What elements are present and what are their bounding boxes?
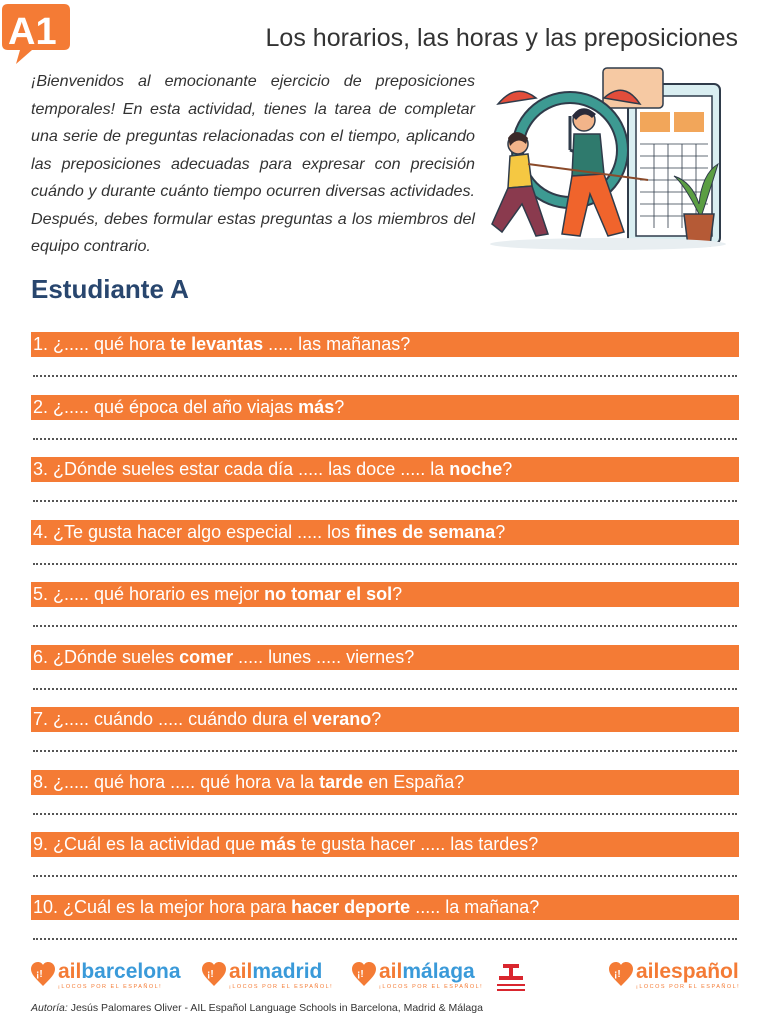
svg-text:¡!: ¡! [614,969,621,980]
question-fragment: 7. ¿..... cuándo ..... cuándo dura el [33,709,313,729]
question-fragment: 8. ¿..... qué hora ..... qué hora va la [33,771,320,792]
question-keyword: comer [179,646,234,667]
logo-ail-madrid [202,960,333,998]
svg-text:A1: A1 [8,11,57,53]
question-fragment: 1. ¿..... qué hora [33,334,171,354]
intro-paragraph: ¡Bienvenidos al emocionante ejercicio de preposiciones temporales! En esta actividad, tienes la tarea de completar una serie de preguntas relacionadas con el tiempo, aplicando las preposiciones adecuadas para expresar con precisión cuándo y durante cuánto tiempo ocurren diversas actividades. Después, debes formular estas preguntas a los miembros del equipo contrario. [31,72,475,255]
svg-text:¡!: ¡! [357,969,364,980]
question-row [31,457,739,520]
question-list [31,332,739,957]
logo-city-text: málaga [402,960,475,983]
answer-line[interactable] [33,682,737,690]
question-fragment: 4. ¿Te gusta hacer algo especial ..... los [33,521,356,542]
ail-heart-icon [609,962,633,988]
logo-ail-text: ail [636,960,660,983]
question-keyword: fines de semana [355,521,496,542]
question-fragment: 9. ¿Cuál es la actividad que [33,834,261,854]
question-fragment: ..... la mañana? [410,896,540,917]
answer-line[interactable] [33,869,737,877]
question-fragment: ..... las mañanas? [263,334,411,354]
question-text [31,582,739,607]
ail-heart-icon [352,962,376,988]
question-text [31,707,739,732]
question-keyword: no tomar el sol [264,584,393,604]
clock-tug-illustration [488,64,736,254]
answer-line[interactable] [33,807,737,815]
logo-tagline: ¡LOCOS POR EL ESPAÑOL! [379,984,484,990]
question-row [31,645,739,708]
author-label: Autoría: [31,1002,68,1014]
page-title: Los horarios, las horas y las preposiciones [265,24,738,52]
question-text [31,457,739,482]
answer-line[interactable] [33,744,737,752]
instituto-cervantes-logo [493,962,529,996]
author-credit [31,1002,483,1014]
logo-ail-espanol [609,960,740,998]
question-row [31,582,739,645]
ail-heart-icon [31,962,55,988]
question-row [31,395,739,458]
logo-ail-malaga [352,960,483,998]
question-text [31,832,739,857]
svg-text:¡!: ¡! [36,969,43,980]
answer-line[interactable] [33,557,737,565]
question-fragment: ..... lunes ..... viernes? [233,646,415,667]
question-fragment: en España? [363,771,465,792]
question-fragment: ? [392,584,403,604]
answer-line[interactable] [33,932,737,940]
question-row [31,707,739,770]
question-fragment: 6. ¿Dónde sueles [33,646,180,667]
logo-city-text: barcelona [81,960,181,983]
question-text [31,520,739,545]
question-row [31,832,739,895]
question-row [31,520,739,583]
level-badge [2,0,72,66]
question-fragment: 5. ¿..... qué horario es mejor [33,584,265,604]
answer-line[interactable] [33,619,737,627]
author-text: Jesús Palomares Oliver - AIL Español Language Schools in Barcelona, Madrid & Málaga [67,1002,483,1014]
answer-line[interactable] [33,494,737,502]
logo-ail-text: ail [58,960,82,983]
question-fragment: te gusta hacer ..... las tardes? [296,834,539,854]
logo-tagline: ¡LOCOS POR EL ESPAÑOL! [229,984,334,990]
logo-city-text: madrid [252,960,323,983]
question-text [31,895,739,920]
question-row [31,895,739,958]
question-row [31,332,739,395]
logo-tagline: ¡LOCOS POR EL ESPAÑOL! [58,984,163,990]
question-text [31,332,739,357]
question-fragment: ? [502,459,513,479]
question-keyword: más [298,396,335,417]
question-keyword: hacer deporte [291,896,411,917]
svg-text:¡!: ¡! [207,969,214,980]
question-keyword: te levantas [170,334,264,354]
answer-line[interactable] [33,369,737,377]
logo-ail-text: ail [379,960,403,983]
section-title: Estudiante A [31,274,189,304]
question-row [31,770,739,833]
logo-ail-barcelona [31,960,181,998]
question-keyword: tarde [319,771,364,792]
speech-bubble-icon [2,0,72,66]
logo-tagline: ¡LOCOS POR EL ESPAÑOL! [636,984,741,990]
question-keyword: noche [449,459,503,479]
question-keyword: verano [312,709,372,729]
question-fragment: 3. ¿Dónde sueles estar cada día ..... las doce ..... la [33,459,450,479]
question-fragment: 10. ¿Cuál es la mejor hora para [33,896,292,917]
logo-ail-text: ail [229,960,253,983]
question-text [31,770,739,795]
question-text [31,645,739,670]
answer-line[interactable] [33,432,737,440]
question-fragment: 2. ¿..... qué época del año viajas [33,396,299,417]
question-fragment: ? [495,521,506,542]
question-fragment: ? [334,396,345,417]
ail-heart-icon [202,962,226,988]
question-fragment: ? [371,709,382,729]
footer-logos [31,960,739,1000]
question-keyword: más [260,834,297,854]
logo-city-text: español [659,960,739,983]
question-text [31,395,739,420]
